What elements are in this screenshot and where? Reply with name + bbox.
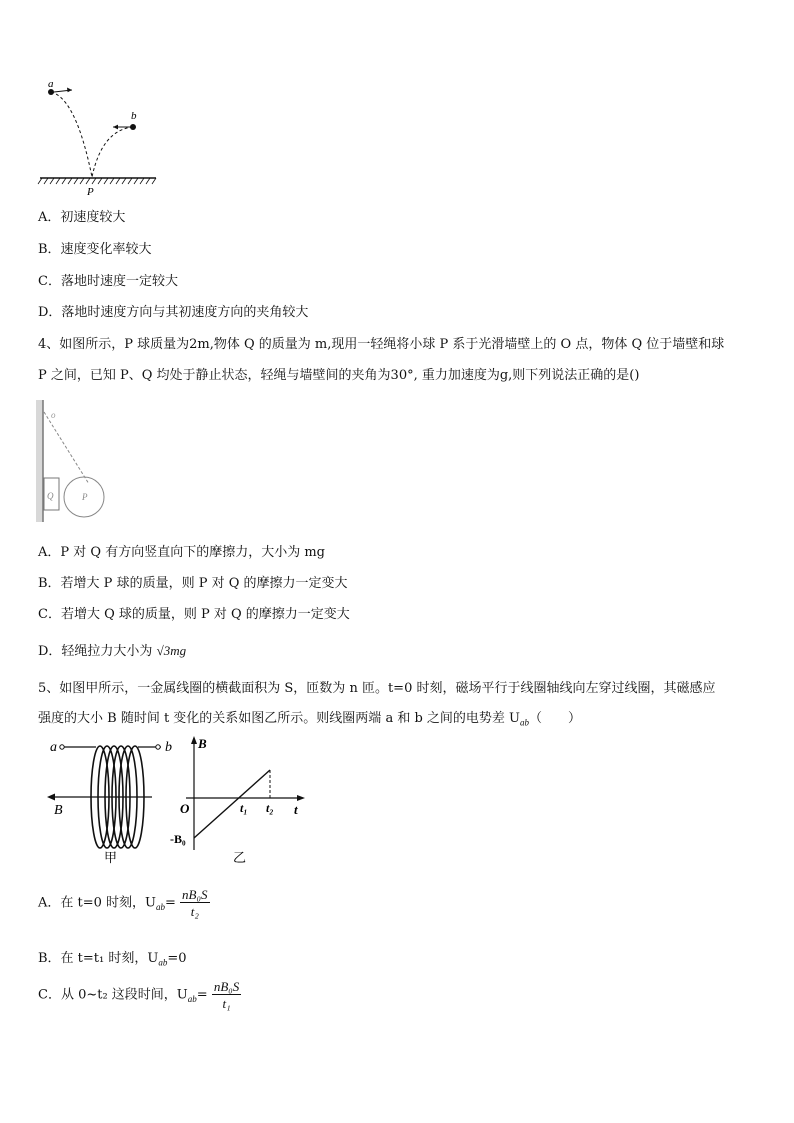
label-b: b [131, 110, 137, 122]
label-a: a [48, 78, 54, 90]
q5-option-b [38, 947, 187, 968]
q5-option-c-sub: ab [187, 994, 197, 1005]
q5-stem-sub: ab [520, 717, 529, 728]
q5-option-c-fraction [212, 980, 241, 1010]
q5-option-a-prefix: A．在 t=0 时刻，U [38, 895, 156, 911]
q5-option-a [38, 888, 210, 918]
field-arrow [47, 794, 55, 801]
projectile-figure [36, 78, 160, 200]
b-line [194, 770, 270, 838]
q5-option-c-eq: = [196, 987, 208, 1003]
q5-option-b-sub: ab [158, 957, 168, 968]
coil-label-b: b [165, 740, 172, 755]
coil-label-B: B [54, 803, 63, 818]
q5-stem-text: 强度的大小 B 随时间 t 变化的关系如图乙所示。则线圈两端 a 和 b 之间的电势差 U [38, 711, 520, 726]
q5-option-a-num: nB₀S [182, 887, 208, 902]
q4-option-d-prefix: D．轻绳拉力大小为 [38, 644, 153, 659]
label-p: P [87, 186, 94, 198]
q5-option-a-den: t₂ [190, 904, 199, 919]
wall-ball-figure [36, 398, 110, 526]
axis-label-t: t [294, 802, 298, 817]
q4-option-d-math: √3mg [156, 643, 187, 658]
neg-b0-label: -B₀ [170, 832, 186, 846]
coil-label-a: a [50, 740, 57, 755]
q5-option-a-eq: = [165, 895, 176, 911]
q5-option-c-prefix: C．从 0~t₂ 这段时间，U [38, 987, 188, 1003]
t2-label: t₂ [266, 801, 274, 815]
q5-option-b-suffix: =0 [167, 951, 187, 966]
q3-option-b: B．速度变化率较大 [38, 242, 152, 257]
q4-option-d [38, 640, 186, 659]
caption-yi: 乙 [233, 850, 247, 865]
q3-option-c: C．落地时速度一定较大 [38, 274, 178, 289]
q5-option-c [38, 980, 241, 1010]
q3-option-d: D．落地时速度方向与其初速度方向的夹角较大 [38, 305, 309, 320]
q5-stem-line1: 5、如图甲所示，一金属线圈的横截面积为 S，匝数为 n 匝。t=0 时刻，磁场平行于线圈轴线向左穿过线圈，其磁感应 [38, 681, 716, 696]
q4-stem-line1: 4、如图所示，P 球质量为2m,物体 Q 的质量为 m,现用一轻绳将小球 P 系于光滑墙壁上的 O 点，物体 Q 位于墙壁和球 [38, 337, 725, 352]
label-q: Q [47, 491, 54, 501]
label-p: P [82, 492, 88, 502]
trajectory-a [51, 92, 92, 177]
coil-figure [44, 732, 178, 868]
label-o: o [51, 410, 56, 420]
q4-stem-line2: P 之间，已知 P、Q 均处于静止状态，轻绳与墙壁间的夹角为30°, 重力加速度为g,则下列说法正确的是() [38, 368, 640, 383]
q4-option-b: B．若增大 P 球的质量，则 P 对 Q 的摩擦力一定变大 [38, 576, 348, 591]
trajectory-b [92, 127, 133, 177]
q5-option-a-fraction [180, 888, 209, 918]
axis-label-b: B [198, 736, 207, 751]
ground-hatching [38, 178, 156, 184]
q4-option-c: C．若增大 Q 球的质量，则 P 对 Q 的摩擦力一定变大 [38, 607, 350, 622]
q5-option-a-sub: ab [156, 902, 165, 913]
q3-option-a: A．初速度较大 [38, 210, 126, 225]
q5-stem-blank: （ ） [529, 711, 582, 726]
q5-option-b-prefix: B．在 t=t₁ 时刻，U [38, 951, 159, 966]
t1-label: t₁ [240, 801, 248, 815]
q4-option-a: A．P 对 Q 有方向竖直向下的摩擦力，大小为 mg [38, 545, 325, 560]
q5-option-c-num: nB₀S [213, 979, 240, 994]
q5-option-c-den: t₁ [222, 996, 231, 1011]
b-t-graph [168, 732, 310, 868]
rope-line [44, 412, 89, 484]
q5-stem-line2 [38, 707, 581, 728]
caption-jia: 甲 [104, 850, 118, 865]
origin-label: O [180, 801, 190, 816]
ball-b [130, 124, 136, 130]
velocity-arrow-b [113, 125, 118, 130]
velocity-arrow-a [67, 88, 72, 93]
